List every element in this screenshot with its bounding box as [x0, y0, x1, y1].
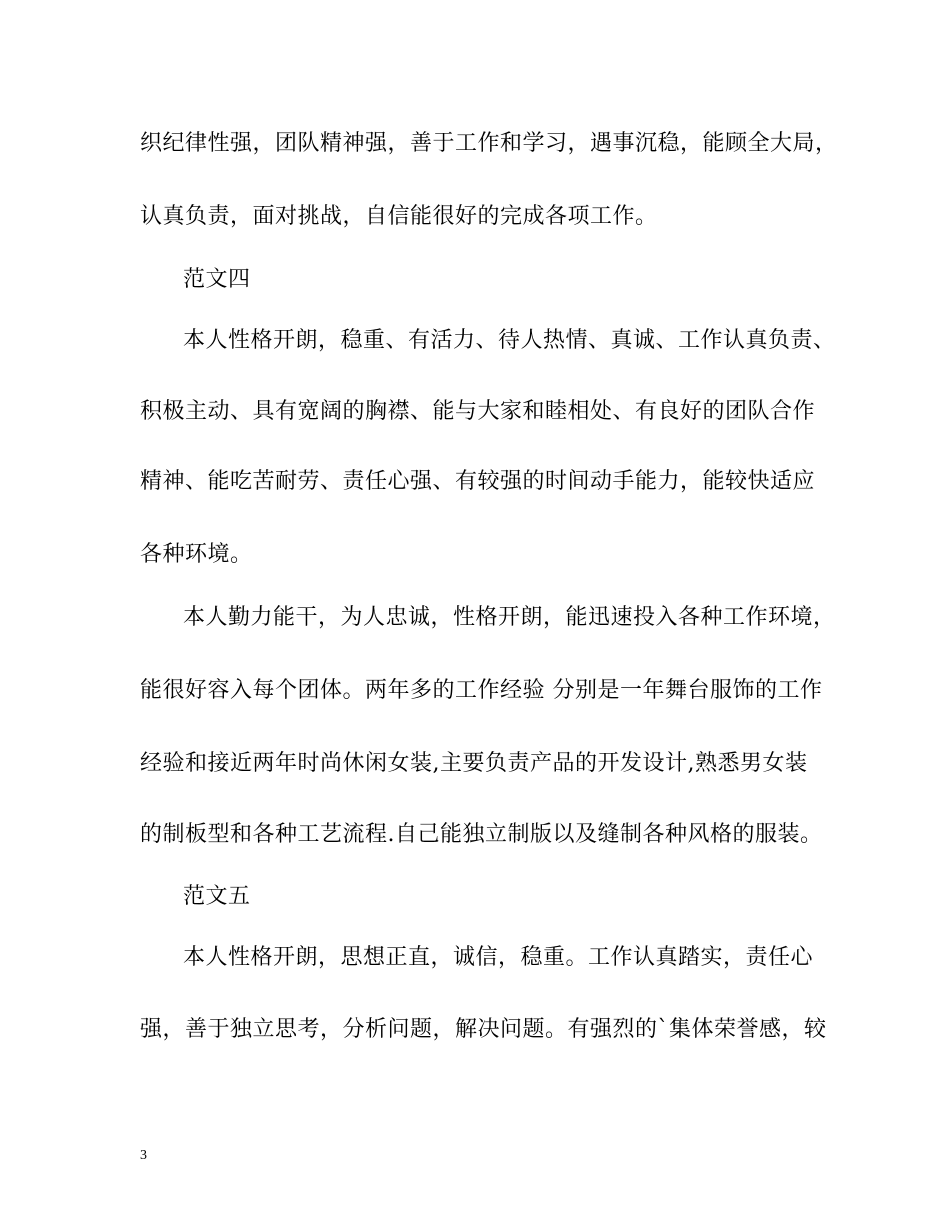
paragraph-start: 本人性格开朗，思想正直，诚信，稳重。工作认真踏实，责任心 — [183, 945, 814, 970]
text-line: 经验和接近两年时尚休闲女装,主要负责产品的开发设计,熟悉男女装 — [140, 751, 808, 776]
text-line: 织纪律性强，团队精神强，善于工作和学习，遇事沉稳，能顾全大局， — [140, 131, 838, 156]
section-heading: 范文四 — [183, 267, 251, 292]
text-line: 认真负责，面对挑战，自信能很好的完成各项工作。 — [140, 204, 658, 229]
text-line: 各种环境。 — [140, 542, 253, 567]
paragraph-start: 本人勤力能干，为人忠诚，性格开朗，能迅速投入各种工作环境， — [183, 605, 836, 630]
paragraph-start: 本人性格开朗，稳重、有活力、待人热情、真诚、工作认真负责、 — [183, 328, 836, 353]
text-line: 积极主动、具有宽阔的胸襟、能与大家和睦相处、有良好的团队合作 — [140, 399, 816, 424]
section-heading: 范文五 — [183, 884, 251, 909]
text-line: 精神、能吃苦耐劳、责任心强、有较强的时间动手能力，能较快适应 — [140, 469, 816, 494]
text-line: 能很好容入每个团体。两年多的工作经验 分别是一年舞台服饰的工作 — [140, 678, 823, 703]
page-number: 3 — [140, 1148, 147, 1163]
text-line: 的制板型和各种工艺流程.自己能独立制版以及缝制各种风格的服装。 — [140, 822, 823, 847]
text-line: 强，善于独立思考，分析问题，解决问题。有强烈的`集体荣誉感，较 — [140, 1017, 827, 1042]
